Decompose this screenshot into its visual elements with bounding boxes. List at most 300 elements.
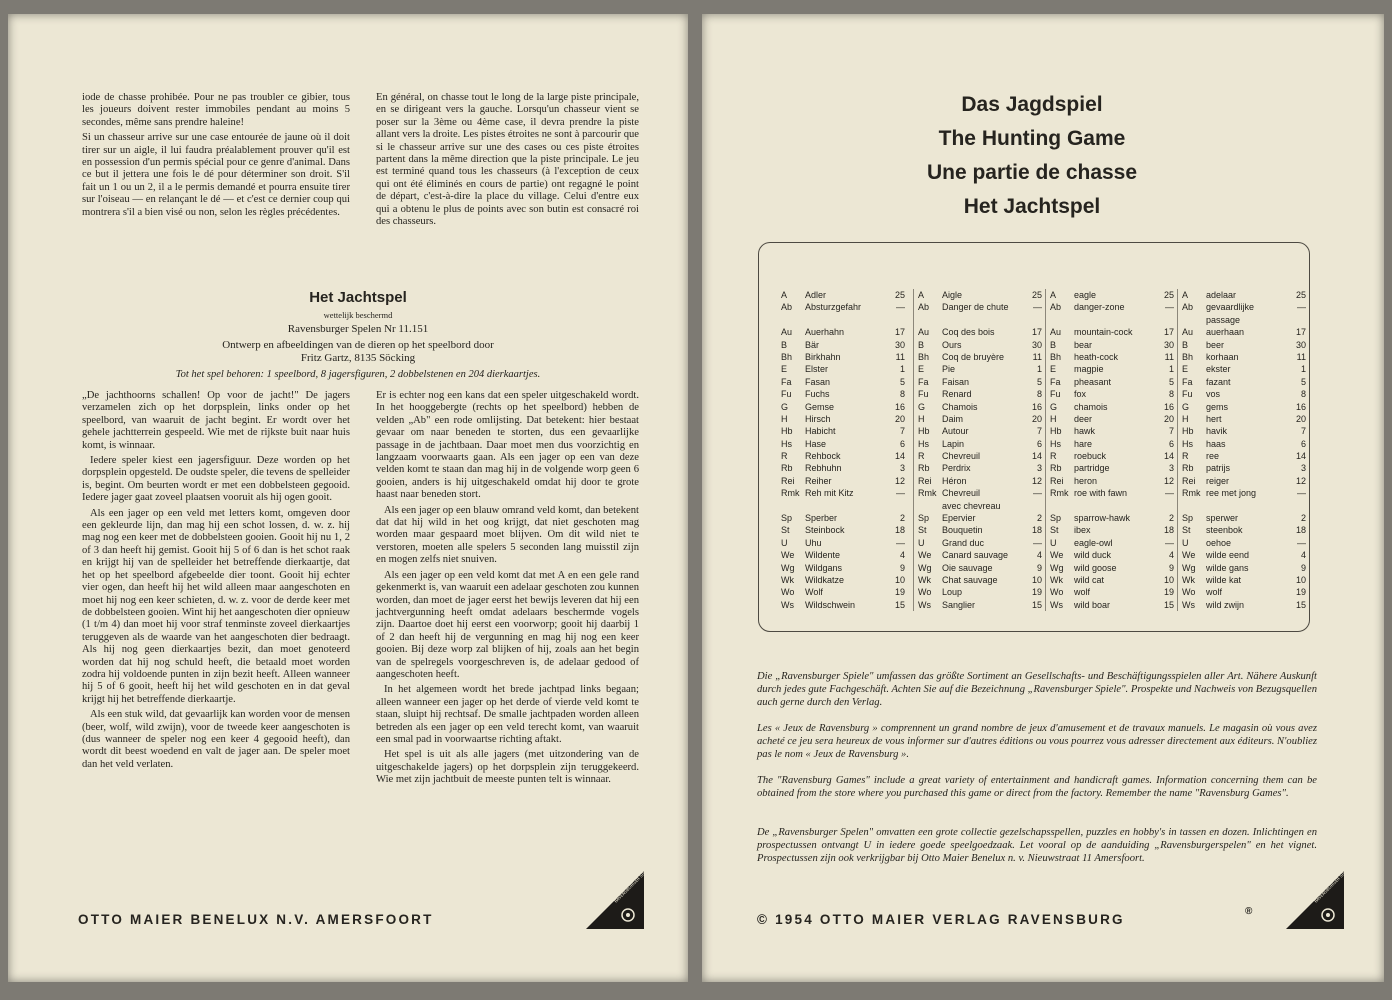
animal-points: 16 xyxy=(1031,401,1042,412)
table-row xyxy=(781,487,911,499)
animal-code: Rb xyxy=(1182,463,1194,474)
table-column-german xyxy=(781,289,911,611)
animal-code: Ab xyxy=(1050,302,1062,313)
animal-code: We xyxy=(1050,550,1064,561)
animal-name: wolf xyxy=(1206,587,1223,598)
animal-name: Lapin xyxy=(942,438,965,449)
table-row xyxy=(1182,289,1312,301)
series-number: Ravensburger Spelen Nr 11.151 xyxy=(287,323,429,335)
animal-code: Ab xyxy=(1182,302,1194,313)
table-row xyxy=(781,438,911,450)
animal-points: 15 xyxy=(1031,599,1042,610)
animal-name: Bouquetin xyxy=(942,525,983,536)
table-row xyxy=(1182,339,1312,351)
animal-name: Hase xyxy=(805,438,827,449)
animal-name: Fuchs xyxy=(805,389,830,400)
animal-points: 5 xyxy=(1300,376,1306,387)
animal-name: Uhu xyxy=(805,537,822,548)
animal-code: Rmk xyxy=(918,488,937,499)
animal-code: Au xyxy=(1182,327,1194,338)
table-row xyxy=(1050,562,1180,574)
table-row xyxy=(1182,438,1312,450)
french-rules-column-1 xyxy=(82,92,350,222)
animal-points: 20 xyxy=(1163,413,1174,424)
animal-points: — xyxy=(1165,488,1174,499)
animal-name: Chamois xyxy=(942,401,978,412)
animal-name: Wolf xyxy=(805,587,823,598)
table-row xyxy=(781,586,911,598)
animal-points: 5 xyxy=(1036,376,1042,387)
table-row xyxy=(781,549,911,561)
animal-code: Sp xyxy=(781,513,793,524)
animal-name: magpie xyxy=(1074,364,1104,375)
left-page xyxy=(8,14,688,982)
animal-points: 11 xyxy=(1164,351,1174,362)
table-row xyxy=(1182,537,1312,549)
info-paragraph-dutch: De „Ravensburger Spelen" omvatten een grote collectie gezelschapsspellen, puzzles en hobby's in tassen en dozen. Inlichtingen en prospectussen ontvangt U in iedere goede speelgoedzaak. Let vooral op de aanduiding „Ravensburgerspelen" en het vignet. Prospectussen zijn ook verkrijgbar bij Otto Maier Benelux n. v. Nieuwstraat 11 Amersfoort. xyxy=(757,827,1317,864)
table-column-dutch xyxy=(1177,289,1312,611)
animal-name: Wildgans xyxy=(805,562,843,573)
animal-code: A xyxy=(1182,290,1189,300)
animal-name: Coq des bois xyxy=(942,327,995,338)
table-row xyxy=(1182,425,1312,437)
table-row xyxy=(781,339,911,351)
table-row xyxy=(781,401,911,413)
animal-code: R xyxy=(781,451,788,462)
table-row xyxy=(1182,599,1312,611)
animal-points: 3 xyxy=(1300,463,1306,474)
animal-points: 7 xyxy=(899,426,905,437)
animal-name-continued: passage xyxy=(1206,314,1241,325)
animal-points: 16 xyxy=(1295,401,1306,412)
animal-code: Rmk xyxy=(781,488,800,499)
paragraph: iode de chasse prohibée. Pour ne pas troubler ce gibier, tous les joueurs doivent rester immobiles pendant au moins 5 secondes, même sans prendre haleine! xyxy=(82,92,350,128)
animal-points: 6 xyxy=(1036,438,1042,449)
animal-name: roebuck xyxy=(1074,451,1107,462)
animal-name: Aigle xyxy=(942,290,963,300)
animal-name: Epervier xyxy=(942,513,976,524)
table-row xyxy=(1050,388,1180,400)
animal-code: Rei xyxy=(781,475,795,486)
table-row xyxy=(781,475,911,487)
table-row xyxy=(1050,351,1180,363)
table-row xyxy=(781,574,911,586)
table-row xyxy=(1050,574,1180,586)
copyright-footer: © 1954 OTTO MAIER VERLAG RAVENSBURG xyxy=(757,912,1125,927)
table-row xyxy=(1182,574,1312,586)
paragraph: Iedere speler kiest een jagersfiguur. Deze worden op het dorpsplein opgesteld. De oudste speler, die tevens de spelleider is, begint. Om beurten wordt er met een dobbelsteen gegooid. Iedere jager gaat zoveel plaatsen vooruit als hij ogen gooit. xyxy=(82,455,350,504)
paragraph: Als een jager op een veld met letters komt, omgeven door een gekleurde lijn, dan mag hij een schot lossen, d. w. z. hij mag nog een keer met de dobbelsteen gooien. Gooit hij nu 1, 2 of 3 dan heeft hij gemist. Gooit hij 5 of 6 dan is het schot raak en krijgt hij van de spelleider het betreffende dierkaartje, dat het op het speelbord afgebeelde dier toont. Gooit hij echter vier ogen, dan heeft hij het wild alleen maar aangeschoten en moet hij nog een keer schieten, d. w. z. voor de derde keer met de dobbelsteen gooien. Wint hij het aangeschoten dier opnieuw (1 t/m 4) dan moet hij voor straf tenminste zoveel dierkaartjes teruggeven als de waarde van het aangeschoten dier bedraagt. Als hij nog geen dierkaartjes bezit, dan moet genoteerd worden dat hij nog schuld heeft, die betaald moet worden zodra hij voldoende punten in zijn bezit heeft. Alleen wanneer hij 5 of 6 gooit, heeft hij het wild geschoten en in dat geval krijgt hij het betreffende dierkaartje. xyxy=(82,507,350,705)
animal-points: 11 xyxy=(1296,351,1306,362)
animal-code: Wg xyxy=(1050,562,1064,573)
animal-name: heath-cock xyxy=(1074,351,1119,362)
table-row xyxy=(1050,401,1180,413)
animal-code: We xyxy=(781,550,795,561)
animal-points: 1 xyxy=(1036,364,1042,375)
table-row xyxy=(1050,301,1180,313)
table-row xyxy=(1182,512,1312,524)
table-row xyxy=(1050,462,1180,474)
animal-points: 12 xyxy=(894,475,905,486)
animal-name: fox xyxy=(1074,389,1087,400)
animal-name: eagle xyxy=(1074,290,1097,300)
table-row xyxy=(918,413,1048,425)
table-row xyxy=(918,475,1048,487)
animal-points: 19 xyxy=(1163,587,1174,598)
animal-points: — xyxy=(1165,302,1174,313)
animal-name: Sperber xyxy=(805,513,838,524)
dutch-title: Het Jachtspel xyxy=(309,289,407,306)
table-row xyxy=(918,462,1048,474)
animal-code: E xyxy=(781,364,788,375)
animal-code: Rb xyxy=(918,463,930,474)
design-credit xyxy=(158,339,558,365)
animal-name: wilde gans xyxy=(1206,562,1249,573)
animal-name: Chat sauvage xyxy=(942,575,998,585)
table-row xyxy=(1050,549,1180,561)
table-row xyxy=(781,562,911,574)
table-row xyxy=(1182,562,1312,574)
animal-code: A xyxy=(781,290,788,300)
animal-points: 14 xyxy=(1163,451,1174,462)
animal-points: 11 xyxy=(895,351,905,362)
animal-code: Fu xyxy=(781,389,792,400)
table-row xyxy=(1182,351,1312,363)
animal-points: 7 xyxy=(1300,426,1306,437)
animal-name: ree xyxy=(1206,451,1220,462)
animal-code: B xyxy=(918,339,925,350)
publisher-footer: OTTO MAIER BENELUX N.V. AMERSFOORT xyxy=(78,912,434,927)
animal-code: Ws xyxy=(1050,599,1063,610)
animal-code: We xyxy=(918,550,932,561)
table-row xyxy=(1050,376,1180,388)
animal-name: steenbok xyxy=(1206,525,1243,536)
table-row xyxy=(781,512,911,524)
animal-points: 3 xyxy=(1036,463,1042,474)
animal-name: pheasant xyxy=(1074,376,1112,387)
animal-code: Ws xyxy=(918,599,931,610)
animal-name: Danger de chute xyxy=(942,302,1009,313)
animal-code: We xyxy=(1182,550,1196,561)
animal-name-continued: avec chevreau xyxy=(942,500,1001,511)
animal-points: — xyxy=(896,488,905,499)
animal-points: 2 xyxy=(1168,513,1174,524)
animal-code: Wo xyxy=(781,587,795,598)
table-row xyxy=(918,512,1048,524)
animal-code: Rei xyxy=(918,475,932,486)
animal-name: Oie sauvage xyxy=(942,562,993,573)
table-spacer xyxy=(781,500,911,512)
table-row xyxy=(1050,524,1180,536)
animal-code: Au xyxy=(781,327,793,338)
table-row xyxy=(1050,425,1180,437)
animal-name: Héron xyxy=(942,475,967,486)
animal-points: 19 xyxy=(894,587,905,598)
table-row xyxy=(1050,537,1180,549)
table-row xyxy=(918,487,1048,512)
animal-points: 8 xyxy=(899,389,905,400)
animal-points: — xyxy=(1033,488,1042,499)
animal-points: — xyxy=(1165,537,1174,548)
animal-code: Rei xyxy=(1182,475,1196,486)
animal-code: B xyxy=(1050,339,1057,350)
paragraph: „De jachthoorns schallen! Op voor de jacht!" De jagers verzamelen zich op het dorpsplein, links onder op het speelbord, van waaruit de jacht begint. Er wordt over het gehele jachtterrein gespeeld. Wie met de rijkste buit naar huis komt, is winnaar. xyxy=(82,390,350,451)
animal-code: Wo xyxy=(1050,587,1064,598)
animal-name: Auerhahn xyxy=(805,327,845,338)
animal-code: R xyxy=(918,451,925,462)
animal-name: gevaardlijke xyxy=(1206,302,1255,313)
table-row xyxy=(781,301,911,313)
animal-name: Fasan xyxy=(805,376,831,387)
animal-code: Hs xyxy=(781,438,792,449)
table-row xyxy=(1050,326,1180,338)
registered-mark: ® xyxy=(1245,906,1253,917)
animal-code: Wg xyxy=(1182,562,1196,573)
animal-name: wilde eend xyxy=(1206,550,1250,561)
table-row xyxy=(918,363,1048,375)
table-row xyxy=(1050,475,1180,487)
animal-points: 1 xyxy=(899,364,905,375)
animal-name: beer xyxy=(1206,339,1225,350)
animal-code: Wk xyxy=(918,575,931,585)
table-row xyxy=(1182,388,1312,400)
animal-code: B xyxy=(1182,339,1189,350)
table-row xyxy=(1182,487,1312,499)
animal-code: Fa xyxy=(781,376,792,387)
animal-points: — xyxy=(1297,302,1306,313)
table-row xyxy=(918,326,1048,338)
animal-name: oehoe xyxy=(1206,537,1232,548)
animal-points: 19 xyxy=(1031,587,1042,598)
animal-code: A xyxy=(918,290,925,300)
table-row xyxy=(918,339,1048,351)
animal-name: Rebhuhn xyxy=(805,463,842,474)
animal-points: 9 xyxy=(1300,562,1306,573)
table-row xyxy=(1050,413,1180,425)
animal-points: 14 xyxy=(894,451,905,462)
table-row xyxy=(1050,586,1180,598)
animal-code: St xyxy=(1182,525,1191,536)
animal-name: partridge xyxy=(1074,463,1110,474)
animal-points: 8 xyxy=(1300,389,1306,400)
animal-points: 2 xyxy=(899,513,905,524)
animal-points: 17 xyxy=(894,327,905,338)
logo-text: RAVENSBURGER SPIELE xyxy=(1313,865,1352,904)
animal-name: sparrow-hawk xyxy=(1074,513,1131,524)
animal-points: 18 xyxy=(1295,525,1306,536)
animal-name: Loup xyxy=(942,587,963,598)
animal-name: wilde kat xyxy=(1206,575,1242,585)
animal-code: R xyxy=(1050,451,1057,462)
table-row xyxy=(918,562,1048,574)
info-paragraph-german: Die „Ravensburger Spiele" umfassen das größte Sortiment an Gesellschafts- und Beschäftigungsspielen aller Art. Nähere Auskunft durch jedes gute Fachgeschäft. Achten Sie auf die Bezeichnung „Ravensburger Spiele". Prospekte und Nachweis von Bezugsquellen auch gerne durch den Verlag. xyxy=(757,671,1317,708)
paragraph: Er is echter nog een kans dat een speler uitgeschakeld wordt. In het hooggebergte (rechts op het speelbord) hebben de velden „Ab" een rode omlijsting. Dat betekent: hier bestaat gevaar om naar beneden te storten, dus een gevaarlijke passage in de jachtbaan. Daar moet men dus voorzichtig en langzaam voorwaarts gaan. Als een jager op een van deze velden komt te staan dan mag hij in de volgende worp geen 6 gooien, anders is hij uitgeschakeld omdat hij door te grote haast naar beneden stort. xyxy=(376,390,639,501)
table-row xyxy=(918,549,1048,561)
animal-code: Wk xyxy=(1050,574,1063,585)
animal-name: Wildente xyxy=(805,550,841,561)
animal-name: havik xyxy=(1206,426,1228,437)
animal-name: Wildschwein xyxy=(805,599,856,610)
animal-code: Bh xyxy=(1182,351,1194,362)
table-row xyxy=(781,524,911,536)
dutch-rules-column-1 xyxy=(82,390,350,774)
animal-points: 16 xyxy=(1163,401,1174,412)
table-row xyxy=(781,599,911,611)
design-credit-line: Fritz Gartz, 8135 Söcking xyxy=(300,352,416,364)
animal-points-table xyxy=(758,242,1310,632)
animal-name: hare xyxy=(1074,438,1093,449)
animal-points: 10 xyxy=(1031,575,1042,585)
animal-name: Grand duc xyxy=(942,537,985,548)
table-row xyxy=(781,537,911,549)
animal-code: U xyxy=(918,537,925,548)
multilingual-titles xyxy=(822,88,1242,224)
french-rules-column-2 xyxy=(376,92,639,231)
animal-name: Absturzgefahr xyxy=(805,302,862,313)
animal-code: Wo xyxy=(1182,587,1196,598)
animal-code: St xyxy=(1050,525,1059,536)
animal-points: 20 xyxy=(1295,413,1306,424)
animal-code: Au xyxy=(1050,327,1062,338)
animal-code: G xyxy=(781,401,789,412)
animal-points: 14 xyxy=(1295,451,1306,462)
animal-name: wild cat xyxy=(1074,574,1105,585)
animal-name: Faisan xyxy=(942,376,970,387)
table-row xyxy=(781,376,911,388)
animal-points: 15 xyxy=(1163,599,1174,610)
animal-name: adelaar xyxy=(1206,290,1237,300)
animal-name: wild boar xyxy=(1074,599,1111,610)
animal-points: 9 xyxy=(1036,562,1042,573)
table-spacer xyxy=(918,314,1048,326)
dutch-rules-column-2 xyxy=(376,390,639,790)
table-row xyxy=(918,351,1048,363)
animal-code: H xyxy=(1050,413,1057,424)
animal-code: Wg xyxy=(781,562,795,573)
title-german: Das Jagdspiel xyxy=(961,93,1103,116)
animal-points: 30 xyxy=(1163,339,1174,350)
animal-name: Habicht xyxy=(805,426,836,437)
animal-code: Bh xyxy=(781,351,793,362)
animal-points: 17 xyxy=(1031,327,1042,338)
animal-name: ree met jong xyxy=(1206,488,1257,499)
animal-code: H xyxy=(918,413,925,424)
animal-code: Wk xyxy=(781,574,794,585)
animal-points: 3 xyxy=(1168,463,1174,474)
table-row xyxy=(1182,524,1312,536)
table-row xyxy=(918,599,1048,611)
animal-name: Gemse xyxy=(805,401,835,412)
animal-code: Rb xyxy=(1050,463,1062,474)
table-row xyxy=(1182,586,1312,598)
animal-points: 25 xyxy=(1163,290,1174,300)
animal-name: roe with fawn xyxy=(1074,488,1128,499)
animal-points: 25 xyxy=(1031,290,1042,300)
table-spacer xyxy=(1050,500,1180,512)
animal-code: Wk xyxy=(1182,575,1195,585)
table-row xyxy=(1182,376,1312,388)
animal-code: Ab xyxy=(918,302,930,313)
table-row xyxy=(781,289,911,301)
animal-points: 18 xyxy=(894,525,905,536)
animal-code: Fa xyxy=(1050,376,1061,387)
animal-points: 12 xyxy=(1295,475,1306,486)
animal-points: 16 xyxy=(894,401,905,412)
animal-code: St xyxy=(781,525,790,536)
table-row xyxy=(918,301,1048,313)
animal-code: G xyxy=(1050,401,1058,412)
animal-name: Chevreuil xyxy=(942,488,981,499)
animal-points: 18 xyxy=(1163,525,1174,536)
animal-name: Adler xyxy=(805,290,827,300)
animal-code: Fu xyxy=(1182,389,1193,400)
design-credit-line: Ontwerp en afbeeldingen van de dieren op het speelbord door xyxy=(222,339,494,351)
animal-code: A xyxy=(1050,290,1057,300)
animal-code: E xyxy=(1050,364,1057,375)
paragraph: Het spel is uit als alle jagers (met uitzondering van de uitgeschakelde jagers) op het dorpsplein zijn teruggekeerd. Wie met zijn jachtbuit de meeste punten telt is winnaar. xyxy=(376,749,639,786)
animal-points: 6 xyxy=(1168,438,1174,449)
table-row xyxy=(781,351,911,363)
animal-name: gems xyxy=(1206,401,1229,412)
animal-points: 4 xyxy=(1168,550,1174,561)
animal-code: Hs xyxy=(1182,438,1193,449)
animal-code: Hs xyxy=(918,438,929,449)
animal-points: 18 xyxy=(1031,525,1042,536)
animal-code: E xyxy=(918,364,925,375)
animal-name: Elster xyxy=(805,364,829,375)
table-row xyxy=(1050,487,1180,499)
animal-name: Reh mit Kitz xyxy=(805,488,854,499)
table-row xyxy=(918,450,1048,462)
animal-points: 7 xyxy=(1168,426,1174,437)
animal-name: korhaan xyxy=(1206,351,1239,362)
table-row xyxy=(1182,475,1312,487)
animal-name: Wildkatze xyxy=(805,574,845,585)
animal-points: 9 xyxy=(1168,562,1174,573)
animal-code: Rei xyxy=(1050,475,1064,486)
animal-points: — xyxy=(896,302,905,313)
animal-points: 30 xyxy=(894,339,905,350)
animal-points: 6 xyxy=(899,438,905,449)
table-row xyxy=(918,425,1048,437)
animal-name: chamois xyxy=(1074,401,1108,412)
animal-name: ibex xyxy=(1074,525,1091,536)
animal-code: U xyxy=(1050,537,1057,548)
table-spacer xyxy=(1050,314,1180,326)
animal-name: reiger xyxy=(1206,475,1230,486)
animal-points: 4 xyxy=(1300,550,1306,561)
animal-code: Wg xyxy=(918,562,932,573)
animal-points: 30 xyxy=(1031,339,1042,350)
animal-code: Sp xyxy=(918,513,930,524)
animal-code: Hb xyxy=(918,426,930,437)
animal-name: ekster xyxy=(1206,364,1231,375)
animal-name: Perdrix xyxy=(942,463,971,474)
table-row xyxy=(781,462,911,474)
table-row xyxy=(781,425,911,437)
table-row xyxy=(1182,363,1312,375)
animal-code: Rmk xyxy=(1182,488,1201,499)
animal-code: Hb xyxy=(781,426,793,437)
animal-points: 25 xyxy=(1295,290,1306,300)
table-row xyxy=(1182,301,1312,326)
animal-code: Ws xyxy=(1182,599,1195,610)
animal-code: Sp xyxy=(1050,513,1062,524)
animal-code: Au xyxy=(918,327,930,338)
animal-points: 5 xyxy=(1168,376,1174,387)
table-row xyxy=(1050,512,1180,524)
table-row xyxy=(1050,339,1180,351)
